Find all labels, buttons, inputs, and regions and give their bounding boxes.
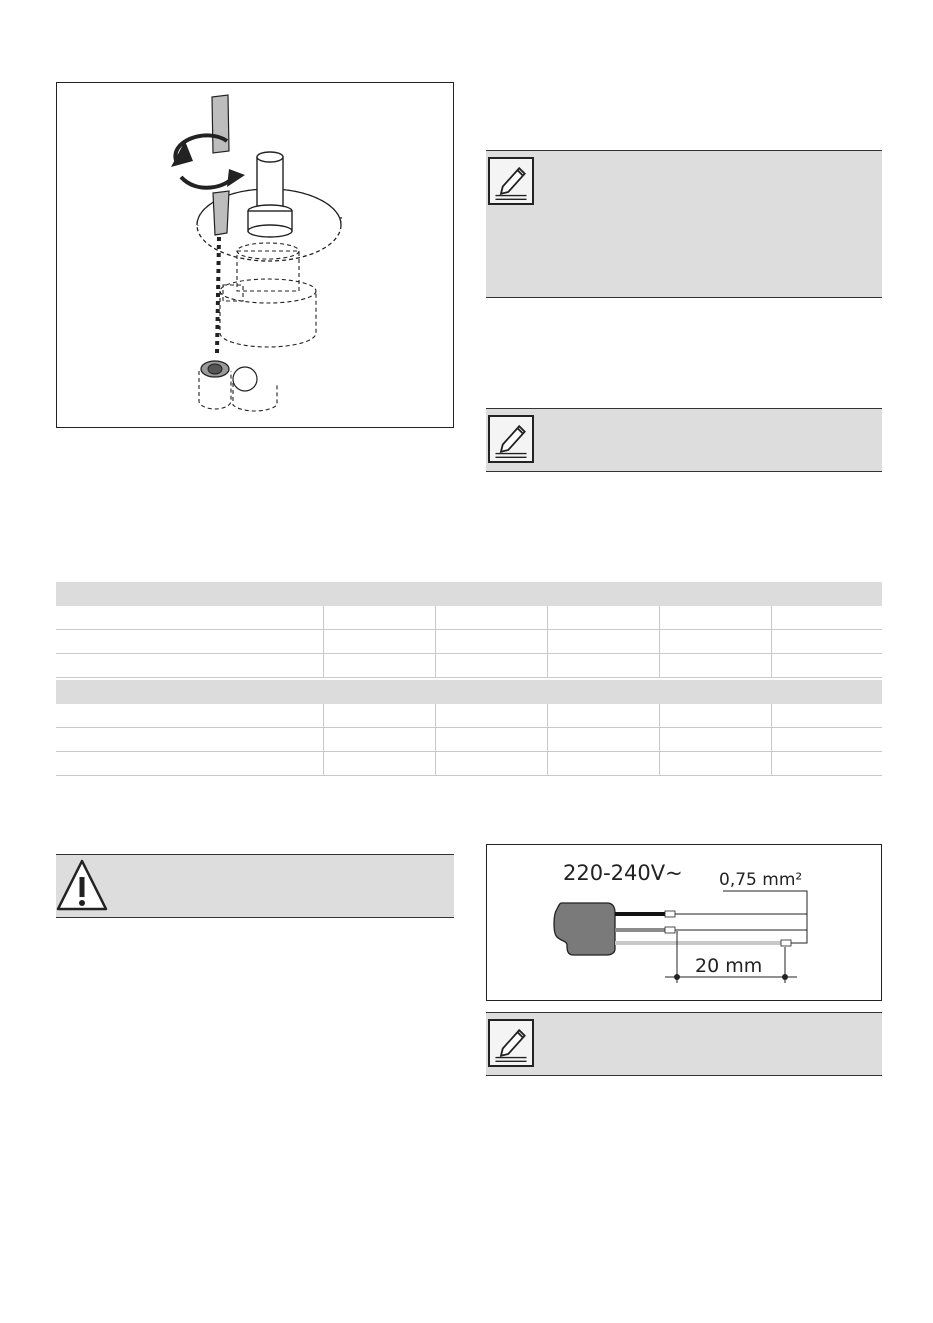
cable-connection-diagram (487, 845, 881, 1000)
table-row (56, 752, 882, 776)
pencil-note-icon (488, 1019, 534, 1067)
table-section-header (56, 582, 882, 606)
warning-box (56, 854, 454, 918)
nozzle-assembly-illustration (57, 83, 453, 427)
table-row (56, 654, 882, 678)
note-box-3 (486, 1012, 882, 1076)
cable-diagram-frame (486, 844, 882, 1001)
pencil-note-icon (488, 415, 534, 463)
table-section-header (56, 680, 882, 704)
strip-length-label: 20 mm (695, 955, 763, 977)
illustration-frame-nozzle (56, 82, 454, 428)
cable-plug-shape (554, 903, 615, 955)
table-row (56, 704, 882, 728)
table-row (56, 606, 882, 630)
table-row (56, 728, 882, 752)
table-row (56, 630, 882, 654)
pencil-note-icon (488, 157, 534, 205)
note-box-2 (486, 408, 882, 472)
warning-triangle-icon (56, 857, 108, 913)
cable-section-label: 0,75 mm² (719, 870, 803, 890)
specification-table (56, 582, 882, 778)
note-box-1 (486, 150, 882, 298)
voltage-label: 220-240V~ (563, 861, 683, 885)
